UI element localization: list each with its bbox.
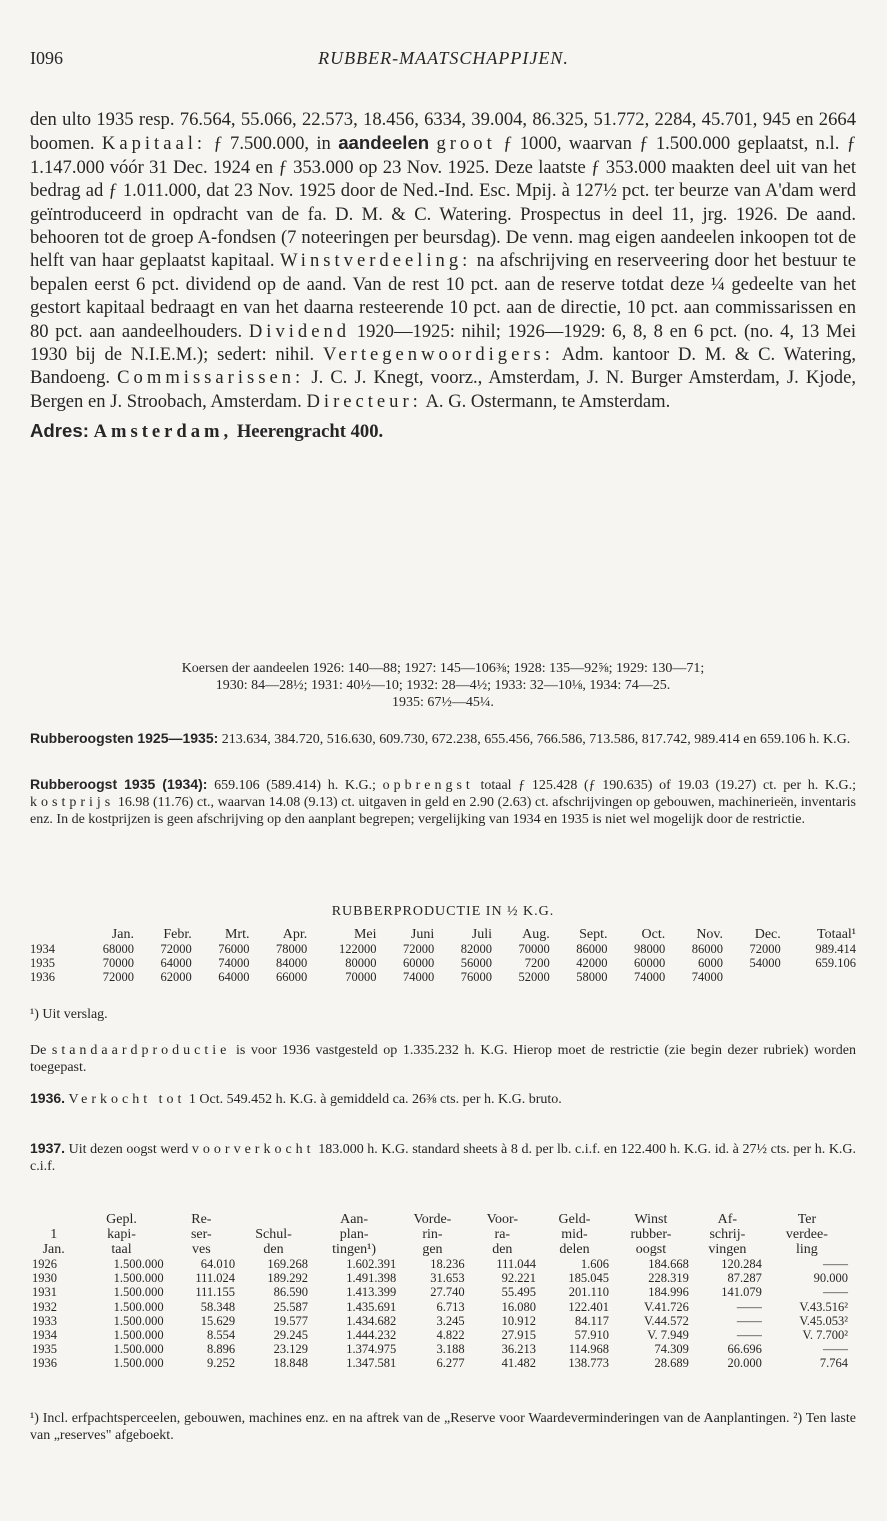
table-cell: 72000 xyxy=(403,942,435,956)
table-cell: 3.245 xyxy=(436,1313,465,1328)
table-cell: 1.374.975 xyxy=(346,1342,397,1357)
oogsten-label: Rubberoogsten 1925—1935: xyxy=(30,730,219,746)
column-header: Apr. xyxy=(282,927,308,942)
table-cell: 111.155 xyxy=(195,1285,236,1300)
oogst1935-label: Rubberoogst 1935 (1934): xyxy=(30,776,208,792)
table-cell: 1933 xyxy=(32,1313,57,1328)
table-cell: 141.079 xyxy=(721,1285,762,1300)
table-cell: 138.773 xyxy=(568,1356,609,1371)
header-line: Aan- xyxy=(340,1212,369,1227)
groot-label: groot xyxy=(436,133,496,155)
column-header: Dec. xyxy=(754,927,781,942)
table-body xyxy=(30,942,856,984)
address-line xyxy=(30,419,856,443)
table-cell: 1.500.000 xyxy=(113,1342,164,1357)
dividend-label: Dividend xyxy=(248,320,351,342)
table-cell: 1935 xyxy=(32,1342,57,1357)
table-cell: 64000 xyxy=(160,956,192,970)
table-cell: 1.347.581 xyxy=(346,1356,397,1371)
table-cell: —— xyxy=(736,1328,762,1343)
commissarissen-label: Commissarissen: xyxy=(117,367,305,389)
text-span: 659.106 (589.414) h. K.G.; xyxy=(214,778,376,793)
column-header: Febr. xyxy=(163,927,192,942)
table-cell: —— xyxy=(823,1342,848,1357)
header-line: tingen¹) xyxy=(332,1242,377,1257)
table-cell xyxy=(781,970,856,984)
table-cell: 1.602.391 xyxy=(346,1257,397,1271)
table-cell: 111.024 xyxy=(195,1271,236,1286)
column-header: Oct. xyxy=(641,927,666,942)
header-line: mid- xyxy=(561,1227,588,1242)
column-header xyxy=(611,1212,691,1257)
table-cell: 120.284 xyxy=(721,1257,762,1271)
header-line: taal xyxy=(111,1242,132,1257)
header-line: plan- xyxy=(339,1227,369,1242)
text-span: J. C. J. Knegt, voorz., Amsterdam, J. N. Burger Amsterdam, J. Kjode, Bergen en J. Stroobach, Amsterdam. xyxy=(30,367,856,412)
table-cell: 64000 xyxy=(218,970,250,984)
text-span: A. G. Ostermann, te Amsterdam. xyxy=(425,390,671,412)
table-cell: 56000 xyxy=(460,956,493,970)
column-header xyxy=(538,1212,611,1257)
table-cell: 80000 xyxy=(345,956,377,970)
table-row xyxy=(30,1271,850,1285)
header-line: rin- xyxy=(422,1227,443,1242)
table-cell: 27.915 xyxy=(501,1328,537,1343)
table-cell: 201.110 xyxy=(568,1285,609,1300)
table-cell: 184.996 xyxy=(648,1285,689,1300)
header-line: schrij- xyxy=(709,1227,746,1242)
page-number: I096 xyxy=(30,48,63,68)
column-header: Mei xyxy=(353,927,377,942)
table-row xyxy=(30,1257,850,1271)
production-footnote: ¹) Uit verslag. xyxy=(30,1007,108,1022)
table-cell: 111.044 xyxy=(496,1257,537,1271)
main-text xyxy=(30,108,856,444)
table-cell: 1.444.232 xyxy=(346,1328,397,1343)
table-cell: 25.587 xyxy=(273,1299,308,1314)
table-cell: 98000 xyxy=(634,942,666,956)
header-line: vingen xyxy=(708,1242,747,1257)
column-header: Juli xyxy=(471,927,493,942)
header-line: oogst xyxy=(635,1242,667,1257)
table-cell: 989.414 xyxy=(815,942,856,956)
column-header xyxy=(467,1212,538,1257)
table-cell: 74000 xyxy=(403,970,435,984)
table-cell: V. 7.949 xyxy=(647,1328,689,1343)
table-cell: 1926 xyxy=(32,1257,57,1271)
table-cell: 1934 xyxy=(32,1328,57,1343)
table-row xyxy=(30,1356,850,1370)
table-cell: 72000 xyxy=(749,942,781,956)
table-cell: 86000 xyxy=(576,942,608,956)
column-header: Sept. xyxy=(579,927,608,942)
table-cell: 57.910 xyxy=(574,1328,609,1343)
table-cell: 1.413.399 xyxy=(346,1285,397,1300)
vertegenwoordigers-label: Vertegenwoordigers: xyxy=(323,344,554,366)
table-cell: 8.554 xyxy=(206,1328,236,1343)
table-cell: 31.653 xyxy=(430,1271,465,1286)
voorverkocht-label: voorverkocht xyxy=(191,1142,315,1157)
table-row xyxy=(30,1328,850,1342)
table-cell: 1.435.691 xyxy=(346,1299,397,1314)
table-cell: 8.896 xyxy=(206,1342,236,1357)
oogsten-block xyxy=(30,730,856,748)
header-line: den xyxy=(263,1242,284,1257)
header-line: Voor- xyxy=(486,1212,518,1227)
table-cell: 41.482 xyxy=(501,1356,537,1371)
table-row xyxy=(30,1342,850,1356)
table-cell: —— xyxy=(823,1257,848,1271)
table-cell: 19.577 xyxy=(273,1313,308,1328)
table-cell: 70000 xyxy=(102,956,134,970)
table-cell: 72000 xyxy=(102,970,134,984)
table-cell: 189.292 xyxy=(267,1271,308,1286)
table-cell: 228.319 xyxy=(648,1271,689,1286)
table-cell: 62000 xyxy=(160,970,192,984)
table-cell: 76000 xyxy=(460,970,493,984)
table-cell: 114.968 xyxy=(568,1342,609,1357)
header-line: Geld- xyxy=(558,1212,591,1227)
finance-table xyxy=(30,1212,850,1371)
table-header-row xyxy=(30,928,856,942)
table-row xyxy=(30,1285,850,1299)
oogst1935-block xyxy=(30,776,856,828)
table-cell: 87.287 xyxy=(727,1271,762,1286)
header-line: Vorde- xyxy=(413,1212,452,1227)
table-row xyxy=(30,956,856,970)
header-line: 1 xyxy=(50,1227,58,1242)
table-cell: 1.491.398 xyxy=(346,1271,397,1286)
koersen-line: 1930: 84—28½; 1931: 40½—10; 1932: 28—4½; 1933: 32—10⅛, 1934: 74—25. xyxy=(215,678,671,693)
table-cell: 28.689 xyxy=(654,1356,689,1371)
adres-city: Amsterdam, xyxy=(93,421,233,443)
table-cell: 90.000 xyxy=(813,1271,848,1286)
table-header-row xyxy=(30,1212,850,1257)
table-cell: 1.500.000 xyxy=(113,1328,164,1343)
table-cell: 68000 xyxy=(102,942,134,956)
text-span: 183.000 h. K.G. standard sheets à 8 d. per lb. c.i.f. en 122.400 h. K.G. id. à 27½ cts. per h. K.G. c.i.f. xyxy=(30,1142,857,1174)
table-cell: 66.696 xyxy=(727,1342,762,1357)
column-header xyxy=(764,1212,850,1257)
table-cell: 78000 xyxy=(275,942,308,956)
table-cell: 18.236 xyxy=(430,1257,465,1271)
header-line: Gepl. xyxy=(106,1212,137,1227)
table-cell: 42000 xyxy=(576,956,608,970)
table-cell: 86000 xyxy=(691,942,724,956)
table-cell: 9.252 xyxy=(206,1356,236,1371)
text-span: 16.98 (11.76) ct., waarvan 14.08 (9.13) ct. uitgaven in geld en 2.90 (2.63) ct. afschrijvingen op gebouwen, machinerieën, inventaris enz. In de kostprijzen is geen afschrijving op den aanplant begrepen; vergelijking van 1934 en 1935 is niet wel mogelijk door de restrictie. xyxy=(30,795,857,827)
table-cell: 659.106 xyxy=(815,956,856,970)
table-cell: 29.245 xyxy=(273,1328,308,1343)
table-cell: 1930 xyxy=(32,1271,57,1286)
column-header xyxy=(30,928,76,942)
adres-street: Heerengracht 400. xyxy=(236,421,384,443)
column-header xyxy=(691,1212,764,1257)
table-cell: 1.500.000 xyxy=(113,1313,164,1328)
running-title: RUBBER-MAATSCHAPPIJEN. xyxy=(318,48,569,68)
table-cell: 70000 xyxy=(518,942,550,956)
table-row xyxy=(30,970,856,984)
table-cell: 184.668 xyxy=(648,1257,689,1271)
text-span: is voor 1936 vastgesteld op 1.335.232 h. K.G. Hierop moet de restrictie (zie begin dezer rubriek) worden toegepast. xyxy=(30,1043,857,1075)
table-cell: 64.010 xyxy=(200,1257,236,1271)
year-label: 1937. xyxy=(30,1140,66,1156)
header-line: verdee- xyxy=(785,1227,828,1242)
header-line: Af- xyxy=(717,1212,738,1227)
adres-label: Adres: xyxy=(30,420,89,442)
kapitaal-label: Kapitaal: xyxy=(101,133,207,155)
text-span: 1 Oct. 549.452 h. K.G. à gemiddeld ca. 26⅜ cts. per h. K.G. bruto. xyxy=(188,1092,562,1107)
header-line: den xyxy=(492,1242,513,1257)
oogsten-text: 213.634, 384.720, 516.630, 609.730, 672.238, 655.456, 766.586, 713.586, 817.742, 989.414 en 659.106 h. K.G. xyxy=(221,732,851,747)
table-cell: 4.822 xyxy=(436,1328,465,1343)
table-cell: V.41.726 xyxy=(643,1299,689,1314)
table-cell: 86.590 xyxy=(273,1285,308,1300)
table-cell: 58.348 xyxy=(200,1299,236,1314)
column-header: Nov. xyxy=(696,927,724,942)
header-line: ser- xyxy=(190,1227,212,1242)
text-span: Uit dezen oogst werd xyxy=(68,1142,189,1157)
text-span: den ulto 1935 resp. 76.564, 55.066, 22.573, 18.456, 6334, 39.004, 86.325, 51.772, 2284, 45.701, 945 en 2664 boomen. xyxy=(30,109,856,155)
table-cell: 122.401 xyxy=(568,1299,609,1314)
table-cell: 82000 xyxy=(460,942,493,956)
table-cell: 1.434.682 xyxy=(346,1313,397,1328)
column-header xyxy=(166,1212,237,1257)
header-line: delen xyxy=(559,1242,590,1257)
header-line: ra- xyxy=(494,1227,511,1242)
page-header xyxy=(30,48,857,74)
column-header: Jan. xyxy=(111,927,134,942)
kostprijs-label: kostprijs xyxy=(30,795,115,810)
table-cell: —— xyxy=(736,1313,762,1328)
winstverdeeling-label: Winstverdeeling: xyxy=(279,250,472,272)
table-cell: 54000 xyxy=(749,956,781,970)
table-cell: 36.213 xyxy=(501,1342,537,1357)
standaardproductie-label: standaardproductie xyxy=(51,1043,231,1058)
column-header xyxy=(310,1212,398,1257)
column-header xyxy=(77,1212,165,1257)
table-cell: 16.080 xyxy=(501,1299,537,1314)
header-line: Jan. xyxy=(42,1242,65,1257)
table-cell: 74000 xyxy=(634,970,666,984)
table-cell: 10.912 xyxy=(501,1313,537,1328)
table-cell: 72000 xyxy=(160,942,192,956)
table-row xyxy=(30,1314,850,1328)
table-cell: 7.764 xyxy=(819,1356,848,1371)
directeur-label: Directeur: xyxy=(306,390,422,412)
table-cell: 1.606 xyxy=(580,1257,609,1271)
table-cell: 20.000 xyxy=(727,1356,762,1371)
table-cell: 66000 xyxy=(275,970,308,984)
column-header: Aug. xyxy=(522,927,550,942)
header-line: kapi- xyxy=(107,1227,136,1242)
table-cell: 1.500.000 xyxy=(113,1299,164,1314)
header-line: ves xyxy=(192,1242,211,1257)
table-cell: 23.129 xyxy=(273,1342,308,1357)
table-cell: 1.500.000 xyxy=(113,1285,164,1300)
production-title: RUBBERPRODUCTIE IN ½ K.G. xyxy=(331,904,555,919)
table-body xyxy=(30,1257,850,1371)
table-cell: 18.848 xyxy=(273,1356,308,1371)
koersen-line: 1935: 67½—45¼. xyxy=(392,695,494,710)
table-cell xyxy=(723,970,781,984)
table-cell: V. 7.700² xyxy=(802,1328,848,1343)
table-cell: 84000 xyxy=(275,956,308,970)
text-span: Adm. kantoor D. M. & C. Watering, Bandoeng. xyxy=(30,344,857,389)
table-cell: 6.713 xyxy=(436,1299,465,1314)
table-cell: 60000 xyxy=(403,956,435,970)
table-cell: 122000 xyxy=(339,942,377,956)
table-cell: V.45.053² xyxy=(799,1313,848,1328)
table-cell: 74000 xyxy=(218,956,250,970)
table-cell: 92.221 xyxy=(501,1271,537,1286)
column-header xyxy=(398,1212,466,1257)
year-label: 1936. xyxy=(30,1090,66,1106)
production-table xyxy=(30,928,856,984)
table-row xyxy=(30,942,856,956)
text-span: na afschrijving en reserveering door het bestuur te bepalen eerst 6 pct. dividend op de aand. Van de rest 10 pct. aan de reserve totdat deze ¼ gedeelte van het gestort kapitaal bedraagt en van het daarna resteerende 10 pct. aan de directie, 10 pct. aan commissarissen en 80 pct. aan aandeelhouders. xyxy=(30,250,856,342)
verkocht-label: Verkocht tot xyxy=(68,1092,186,1107)
header-line: rubber- xyxy=(630,1227,672,1242)
table-cell: 58000 xyxy=(576,970,608,984)
koersen-line: Koersen der aandeelen 1926: 140—88; 1927: 145—106⅜; 1928: 135—92⅝; 1929: 130—71; xyxy=(181,661,705,676)
text-span: ƒ 1000, waarvan ƒ 1.500.000 geplaatst, n.l. ƒ 1.147.000 vóór 31 Dec. 1924 en ƒ 353.000 op 23 Nov. 1925. Deze laatste ƒ 353.000 maakten deel uit van het bedrag ad ƒ 1.011.000, dat 23 Nov. 1925 door de Ned.-Ind. Esc. Mpij. à 127½ pct. ter beurze van A'dam werd geïntroduceerd in opdracht van de fa. D. M. & C. Watering. Prospectus in deel 11, jrg. 1926. De aand. behooren tot de groep A-fondsen (7 noteeringen per beursdag). De venn. mag eigen aandeelen inkoopen tot de helft van haar geplaatst kapitaal. xyxy=(30,133,856,272)
table-cell: 84.117 xyxy=(575,1313,609,1328)
company-paragraph xyxy=(30,108,856,413)
table-cell: 1932 xyxy=(32,1299,57,1314)
table-cell: 1936 xyxy=(32,1356,57,1371)
table-cell: 1934 xyxy=(30,942,55,956)
aandeelen-label: aandeelen xyxy=(338,132,430,154)
table-cell: 185.045 xyxy=(568,1271,609,1286)
header-line: ling xyxy=(796,1242,818,1257)
table-cell: 1936 xyxy=(30,970,55,984)
text-span: De xyxy=(30,1043,47,1058)
table-cell: 3.188 xyxy=(436,1342,465,1357)
header-line: gen xyxy=(422,1242,443,1257)
table-cell: 60000 xyxy=(634,956,666,970)
table-cell: 169.268 xyxy=(267,1257,308,1271)
column-header xyxy=(237,1212,310,1257)
table-cell: 70000 xyxy=(345,970,377,984)
header-line: Ter xyxy=(797,1212,817,1227)
table-cell: 76000 xyxy=(218,942,250,956)
table-cell: 55.495 xyxy=(501,1285,537,1300)
table-cell: —— xyxy=(736,1299,762,1314)
header-line: Schul- xyxy=(255,1227,292,1242)
table-cell: 74000 xyxy=(691,970,724,984)
table-cell: V.43.516² xyxy=(799,1299,848,1314)
year-1936-block xyxy=(30,1090,856,1108)
opbrengst-label: opbrengst xyxy=(382,778,474,793)
column-header: Juni xyxy=(410,927,435,942)
table-cell: 7200 xyxy=(524,956,550,970)
table-cell: 27.740 xyxy=(430,1285,465,1300)
column-header: Totaal¹ xyxy=(817,927,856,942)
table-cell: —— xyxy=(823,1285,848,1300)
table-cell: 1.500.000 xyxy=(113,1271,164,1286)
table-cell: 1935 xyxy=(30,956,55,970)
header-line: Winst xyxy=(634,1212,668,1227)
text-span: ƒ 7.500.000, in xyxy=(213,133,331,155)
table-cell: 74.309 xyxy=(654,1342,689,1357)
table-cell: V.44.572 xyxy=(643,1313,689,1328)
standaard-block xyxy=(30,1042,856,1076)
text-span: 1920—1925: nihil; 1926—1929: 6, 8, 8 en 6 pct. (no. 4, 13 Mei 1930 bij de N.I.E.M.); sedert: nihil. xyxy=(30,320,856,366)
table-cell: 6.277 xyxy=(436,1356,465,1371)
year-1937-block xyxy=(30,1140,856,1175)
table-cell: 52000 xyxy=(518,970,550,984)
koersen-block xyxy=(30,660,856,711)
table-cell: 6000 xyxy=(698,956,724,970)
header-line: Re- xyxy=(191,1212,212,1227)
table-cell: 1.500.000 xyxy=(113,1257,164,1271)
finance-footnote: ¹) Incl. erfpachtsperceelen, gebouwen, machines enz. en na aftrek van de „Reserve voor Waardeverminderingen van de Aanplantingen. ²) Ten laste van „reserves" afgeboekt. xyxy=(30,1411,856,1443)
text-span: totaal ƒ 125.428 (ƒ 190.635) of 19.03 (19.27) ct. per h. K.G.; xyxy=(480,778,856,793)
table-row xyxy=(30,1300,850,1314)
table-cell: 1931 xyxy=(32,1285,57,1300)
column-header xyxy=(30,1212,77,1257)
table-cell: 15.629 xyxy=(200,1313,236,1328)
table-cell: 1.500.000 xyxy=(113,1356,164,1371)
column-header: Mrt. xyxy=(224,927,250,942)
